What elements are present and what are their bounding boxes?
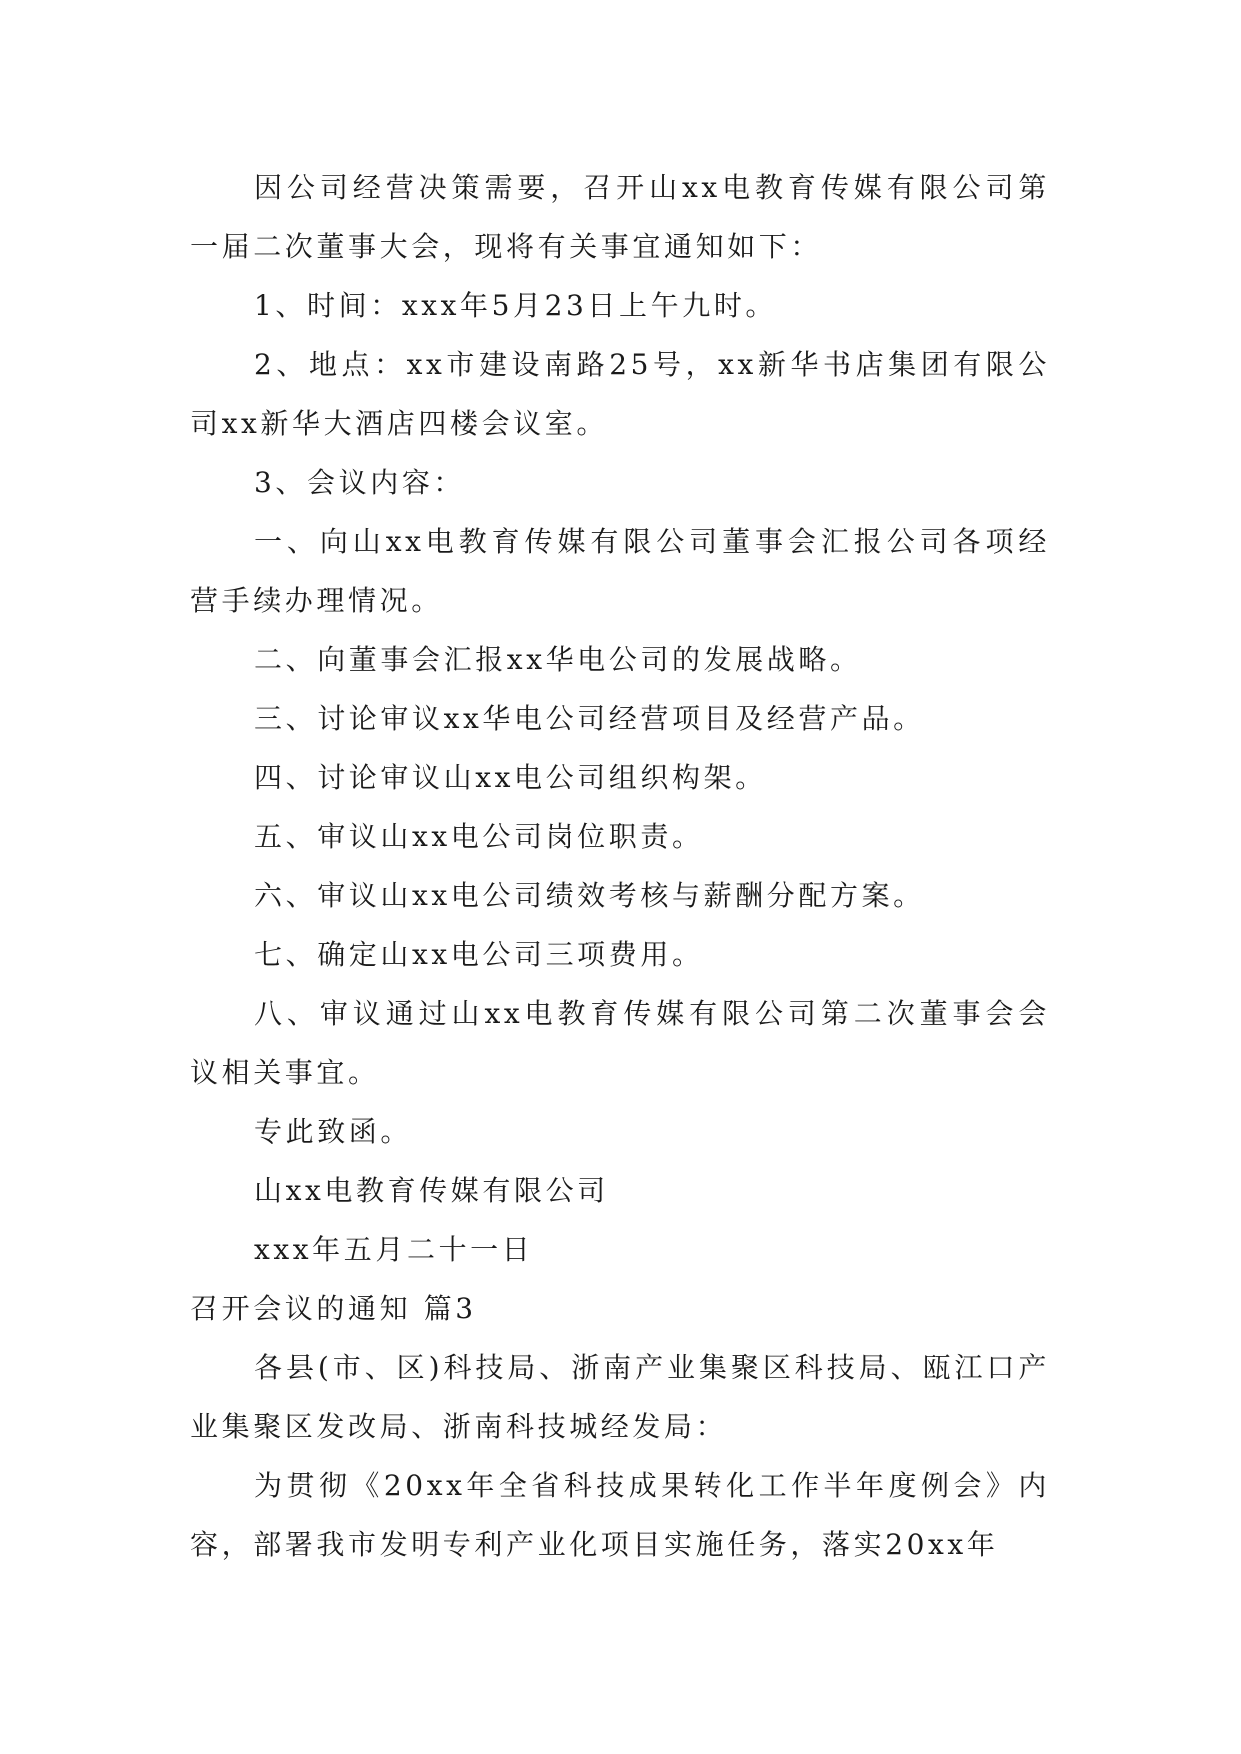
agenda-item: 三、讨论审议xx华电公司经营项目及经营产品。	[254, 702, 925, 735]
closing-line: 专此致函。	[254, 1115, 413, 1148]
paragraph-location: 2、地点：xx市建设南路25号，xx新华书店集团有限公司xx新华大酒店四楼会议室。	[190, 348, 1050, 440]
agenda-item: 八、审议通过山xx电教育传媒有限公司第二次董事会会议相关事宜。	[190, 997, 1050, 1089]
section-heading: 召开会议的通知 篇3	[190, 1292, 477, 1325]
paragraph-intro: 因公司经营决策需要，召开山xx电教育传媒有限公司第一届二次董事大会，现将有关事宜通知如下：	[190, 171, 1050, 263]
agenda-item: 七、确定山xx电公司三项费用。	[254, 938, 704, 971]
agenda-item: 四、讨论审议山xx电公司组织构架。	[254, 761, 767, 794]
paragraph-purpose: 为贯彻《20xx年全省科技成果转化工作半年度例会》内容，部署我市发明专利产业化项目实施任务，落实20xx年	[190, 1469, 1050, 1561]
paragraph-recipients: 各县(市、区)科技局、浙南产业集聚区科技局、瓯江口产业集聚区发改局、浙南科技城经发局：	[190, 1351, 1050, 1443]
signature-company: 山xx电教育传媒有限公司	[254, 1174, 609, 1207]
signature-date: xxx年五月二十一日	[254, 1233, 534, 1266]
agenda-item: 一、向山xx电教育传媒有限公司董事会汇报公司各项经营手续办理情况。	[190, 525, 1050, 617]
agenda-item: 六、审议山xx电公司绩效考核与薪酬分配方案。	[254, 879, 925, 912]
paragraph-agenda-heading: 3、会议内容：	[254, 466, 466, 499]
document-page	[190, 158, 1050, 1574]
paragraph-time: 1、时间：xxx年5月23日上午九时。	[254, 289, 778, 322]
agenda-item: 五、审议山xx电公司岗位职责。	[254, 820, 704, 853]
agenda-item: 二、向董事会汇报xx华电公司的发展战略。	[254, 643, 862, 676]
